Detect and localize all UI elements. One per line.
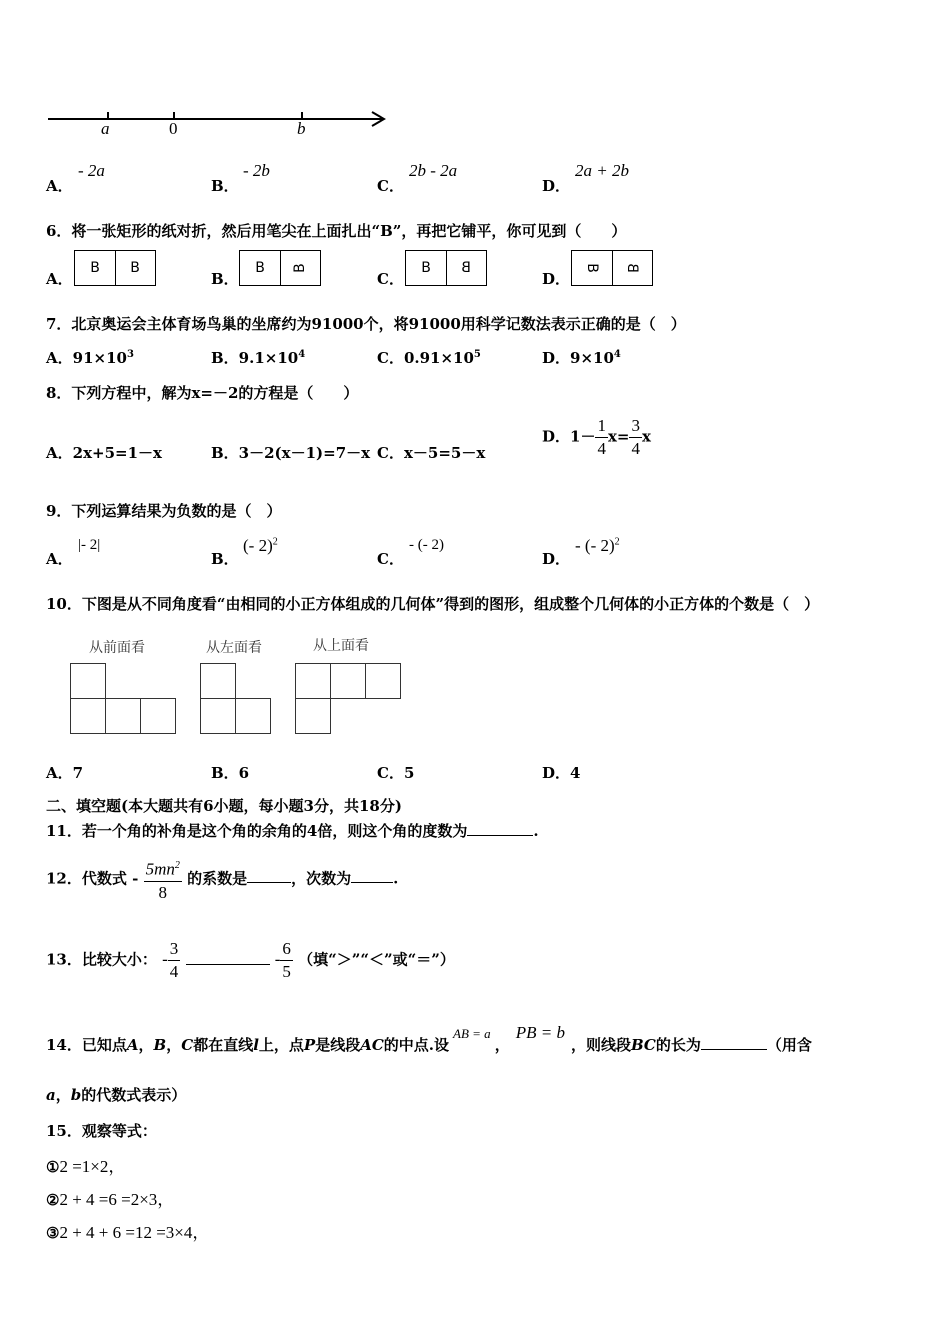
q9-option-a-value: |- 2| [78,537,101,553]
q5-option-d-value: 2a + 2b [575,161,629,180]
q14-expr-pb: PB = b [515,1023,565,1042]
q8-option-b: B．3－2(x－1)=7－x [211,444,371,462]
q10-view-front-caption: 从前面看 [89,640,145,656]
q9-option-b-label: B． [211,550,239,568]
numberline-label-a: a [101,119,110,138]
section-2-heading: 二、填空题(本大题共有6小题，每小题3分，共18分) [46,797,402,815]
q15-equation-1: ①2 =1×2， [46,1157,126,1176]
q5-option-a-label: A． [46,177,73,195]
q7-option-d: D．$9\times 10^4$ [542,349,621,367]
q9-option-d-value: - (- 2)$^2$ [575,536,620,555]
q9-option-d-label: D． [542,550,571,568]
q6-b-left-letter: B [255,260,265,276]
q10-option-d: D．4 [542,764,581,782]
q6-option-d-label: D． [542,270,571,288]
q6-option-c-label: C． [377,270,404,288]
q10-view-left-caption: 从左面看 [206,640,262,656]
q10-option-a: A．7 [46,764,84,782]
q10-view-top-caption: 从上面看 [313,638,369,654]
q6-option-c-figure [405,250,487,286]
q11-question: 11．若一个角的补角是这个角的余角的4倍，则这个角的度数为 . [46,822,539,840]
q6-option-a-label: A． [46,270,73,288]
q8-option-c: C．x－5=5－x [377,444,486,462]
q8-question: 8．下列方程中，解为x=－2的方程是（ ） [46,384,359,402]
q6-question: 6．将一张矩形的纸对折，然后用笔尖在上面扎出“B”，再把它铺平，你可见到（ ） [46,222,627,240]
q7-option-c: C．$0.91\times 10^5$ [377,349,481,367]
q14-expr-ab: AB = a [453,1026,491,1041]
q6-d-right-letter-rotated: B [624,263,640,273]
q15-equation-3: ③2 + 4 + 6 =12 =3×4， [46,1223,210,1242]
q10-option-c: C．5 [377,764,415,782]
number-line [44,100,394,144]
q14-question-line2: a，b的代数式表示） [46,1086,187,1104]
q5-option-c-label: C． [377,177,404,195]
q6-option-b-figure [239,250,321,286]
q8-option-a: A．2x+5=1－x [46,444,162,462]
q15-equation-2: ②2 + 4 =6 =2×3， [46,1190,175,1209]
q9-option-c-value: - (- 2) [409,537,444,553]
q5-option-b-label: B． [211,177,239,195]
q10-option-b: B．6 [211,764,250,782]
q12-fraction: $\frac{5mn^2}{8}$ [144,855,182,904]
q6-d-left-letter-rotated: B [584,263,600,273]
q12-blank-coefficient[interactable] [247,882,291,883]
q5-option-d-label: D． [542,177,571,195]
q7-question: 7．北京奥运会主体育场鸟巢的坐席约为91000个，将91000用科学记数法表示正确的是（ ） [46,315,686,333]
q6-c-left-letter: B [421,260,431,276]
q5-option-b-value: - 2b [243,161,270,180]
q13-blank[interactable] [186,964,270,965]
q9-option-a-label: A． [46,550,73,568]
q5-option-c-value: 2b - 2a [409,161,458,180]
q6-b-right-letter-rotated: B [292,263,308,273]
q6-option-a-figure [74,250,156,286]
q12-blank-degree[interactable] [351,882,393,883]
q6-option-b-label: B． [211,270,239,288]
q13-fraction-right: $\frac{6}{5}$ [282,939,291,981]
q6-a-right-letter: B [130,260,140,276]
q11-blank[interactable] [467,835,533,836]
q10-question: 10．下图是从不同角度看“由相同的小正方体组成的几何体”得到的图形，组成整个几何体的小正方体的个数是（ ） [46,595,820,613]
q9-option-b-value: (- 2)$^2$ [243,536,278,555]
q6-a-left-letter: B [90,260,100,276]
q13-question: 13．比较大小： - $\frac{3}{4}$ - $\frac{6}{5}$ （填“＞”“＜”或“＝”） [46,939,455,981]
q5-option-a-value: - 2a [78,161,105,180]
q8-option-d: D．1－ $\frac{1}{4}$ x= $\frac{3}{4}$ x [542,416,651,458]
q12-question: 12．代数式 - $\frac{5mn^2}{8}$ 的系数是 ，次数为 . [46,855,398,904]
numberline-label-zero: 0 [169,119,178,138]
q7-option-b: B．$9.1\times 10^4$ [211,349,306,367]
q9-option-c-label: C． [377,550,404,568]
q7-option-a: A．$91\times 10^3$ [46,349,134,367]
q13-fraction-left: $\frac{3}{4}$ [169,939,179,981]
q14-blank[interactable] [701,1049,767,1050]
q6-c-right-letter-mirrored: B [461,260,471,276]
q9-question: 9．下列运算结果为负数的是（ ） [46,502,282,520]
q15-question: 15．观察等式： [46,1122,157,1140]
numberline-label-b: b [297,119,306,138]
q14-question: 14．已知点A，B，C都在直线l上，点P是线段AC的中点.设AB = a，PB = b，则线段BC的长为 （用含 [46,1023,812,1054]
q6-option-d-figure [571,250,653,286]
